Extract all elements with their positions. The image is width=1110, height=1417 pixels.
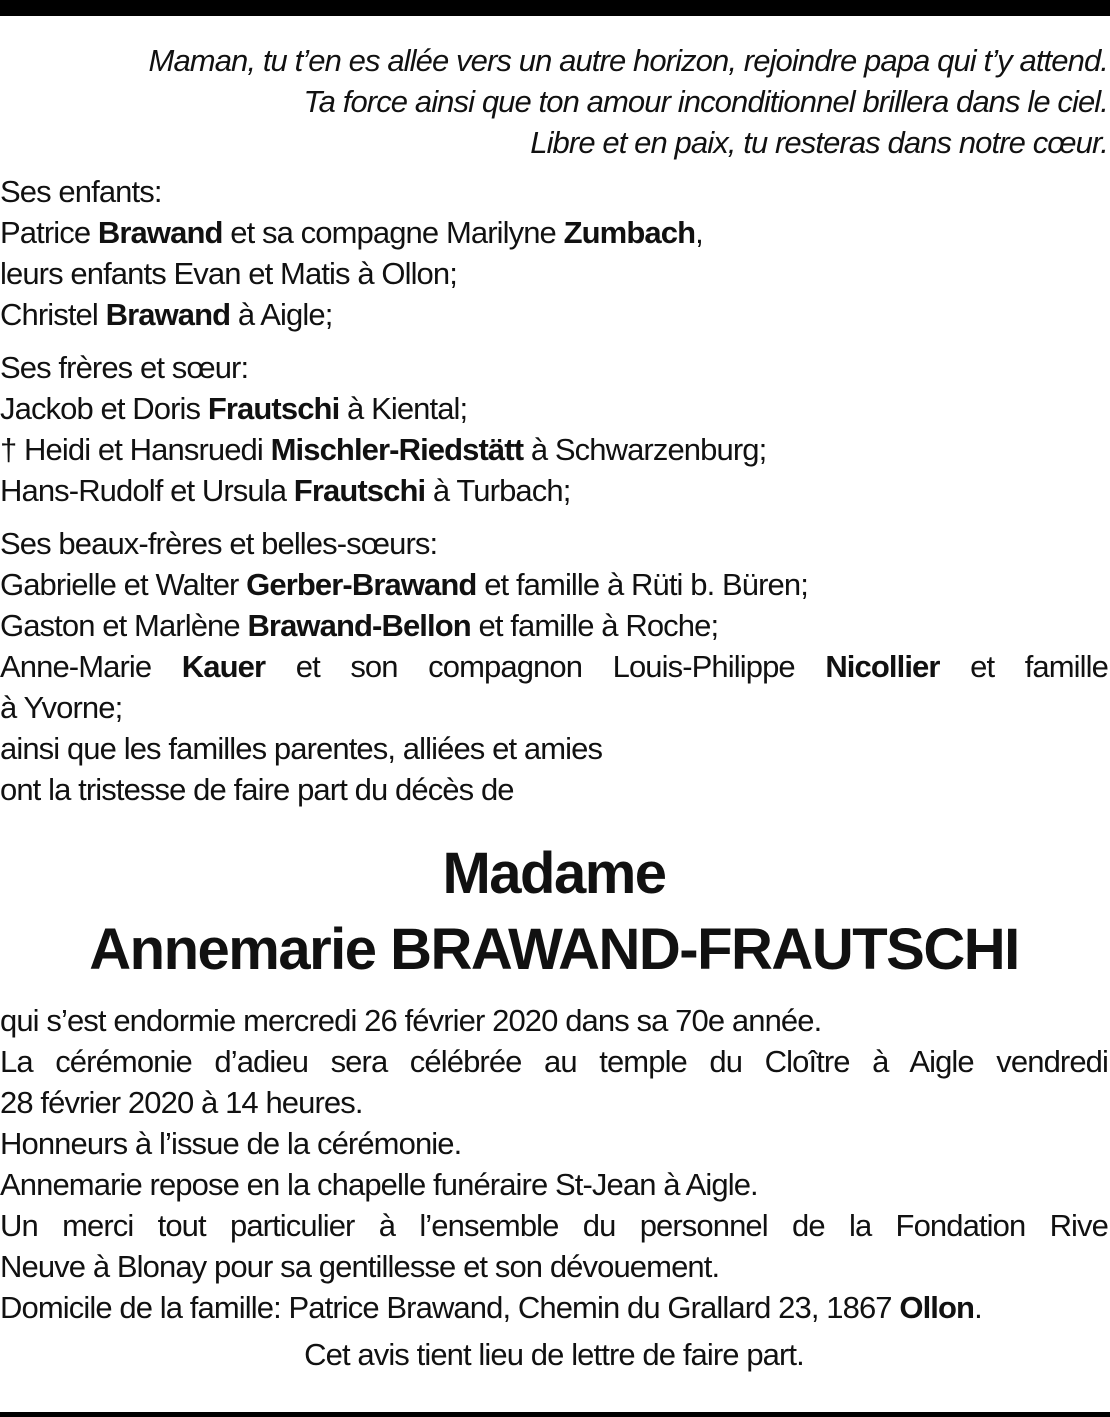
family-line: Patrice Brawand et sa compagne Marilyne Zumbach, — [0, 215, 703, 250]
poem — [0, 40, 1108, 163]
family-line: Gabrielle et Walter Gerber-Brawand et famille à Rüti b. Büren; — [0, 567, 808, 602]
siblings-section — [0, 347, 1108, 511]
closing-line: Cet avis tient lieu de lettre de faire part. — [304, 1337, 804, 1372]
detail-line: Annemarie repose en la chapelle funéraire St-Jean à Aigle. — [0, 1167, 758, 1202]
top-rule — [0, 0, 1110, 16]
detail-line: 28 février 2020 à 14 heures. — [0, 1085, 363, 1120]
ceremony-details — [0, 1000, 1108, 1375]
family-line: Jackob et Doris Frautschi à Kiental; — [0, 391, 468, 426]
section-heading: Ses frères et sœur: — [0, 350, 249, 385]
family-line: Gaston et Marlène Brawand-Bellon et famille à Roche; — [0, 608, 719, 643]
family-line: † Heidi et Hansruedi Mischler-Riedstätt à Schwarzenburg; — [0, 432, 767, 467]
bottom-rule — [0, 1412, 1110, 1417]
deceased-title: Madame — [442, 841, 666, 906]
detail-line: Honneurs à l’issue de la cérémonie. — [0, 1126, 462, 1161]
notice-content — [0, 40, 1108, 1387]
family-line: Christel Brawand à Aigle; — [0, 297, 333, 332]
poem-line: Libre et en paix, tu resteras dans notre cœur. — [530, 125, 1108, 160]
detail-line: Neuve à Blonay pour sa gentillesse et son dévouement. — [0, 1249, 720, 1284]
in-laws-section — [0, 523, 1108, 810]
section-heading: Ses enfants: — [0, 174, 162, 209]
announcement-line: ont la tristesse de faire part du décès de — [0, 772, 514, 807]
detail-line: La cérémonie d’adieu sera célébrée au temple du Cloître à Aigle vendredi — [0, 1044, 1108, 1079]
deceased-name: Annemarie BRAWAND-FRAUTSCHI — [89, 917, 1019, 982]
detail-line: Un merci tout particulier à l’ensemble du personnel de la Fondation Rive — [0, 1208, 1108, 1243]
poem-line: Ta force ainsi que ton amour inconditionnel brillera dans le ciel. — [303, 84, 1108, 119]
poem-line: Maman, tu t’en es allée vers un autre horizon, rejoindre papa qui t’y attend. — [148, 43, 1108, 78]
children-section — [0, 171, 1108, 335]
family-line: Anne-Marie Kauer et son compagnon Louis-Philippe Nicollier et famille — [0, 649, 1108, 684]
family-line: Hans-Rudolf et Ursula Frautschi à Turbach; — [0, 473, 571, 508]
detail-line: qui s’est endormie mercredi 26 février 2020 dans sa 70e année. — [0, 1003, 822, 1038]
address-line: Domicile de la famille: Patrice Brawand, Chemin du Grallard 23, 1867 Ollon. — [0, 1290, 982, 1325]
family-line: ainsi que les familles parentes, alliées et amies — [0, 731, 603, 766]
family-line: à Yvorne; — [0, 690, 123, 725]
family-line: leurs enfants Evan et Matis à Ollon; — [0, 256, 457, 291]
section-heading: Ses beaux-frères et belles-sœurs: — [0, 526, 438, 561]
deceased-name-block — [0, 836, 1108, 988]
